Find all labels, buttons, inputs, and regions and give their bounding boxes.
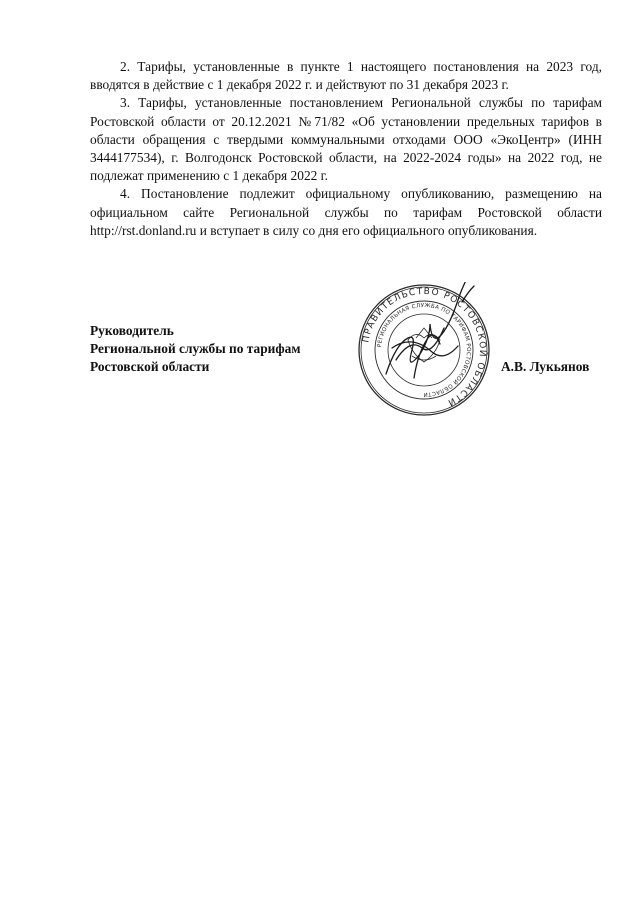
paragraph-4: 4. Постановление подлежит официальному опубликованию, размещению на официальном сайте Региональной службы по тарифам Ростовской области http://rst.donland.ru и вступает в силу со дня его официального опубликования. (90, 186, 602, 238)
signature-title-line-3: Ростовской области (90, 359, 210, 375)
seal-inner-text: РЕГИОНАЛЬНАЯ СЛУЖБА ПО ТАРИФАМ РОСТОВСКОЙ ОБЛАСТИ (377, 302, 472, 398)
paragraph-3: 3. Тарифы, установленные постановлением Региональной службы по тарифам Ростовской области от 20.12.2021 №71/82 «Об установлении предельных тарифов в области обращения с твердыми коммунальными отходами ООО «ЭкоЦентр» (ИНН 3444177534), г. Волгодонск Ростовской области, на 2022-2024 годы» на 2022 год, не подлежат применению с 1 декабря 2022 г. (90, 95, 602, 184)
document-body (90, 58, 602, 240)
signature-position-block (90, 322, 300, 377)
signature-title-line-2: Региональной службы по тарифам (90, 341, 301, 357)
signature-title-line-1: Руководитель (90, 323, 174, 338)
paragraph-2: 2. Тарифы, установленные в пункте 1 настоящего постановления на 2023 год, вводятся в действие с 1 декабря 2022 г. и действуют по 31 декабря 2023 г. (90, 59, 602, 93)
seal-outer-text: ПРАВИТЕЛЬСТВО РОСТОВСКОЙ ОБЛАСТИ (361, 286, 488, 408)
official-seal-stamp (356, 282, 492, 418)
signer-name: А.В. Лукьянов (501, 359, 590, 374)
